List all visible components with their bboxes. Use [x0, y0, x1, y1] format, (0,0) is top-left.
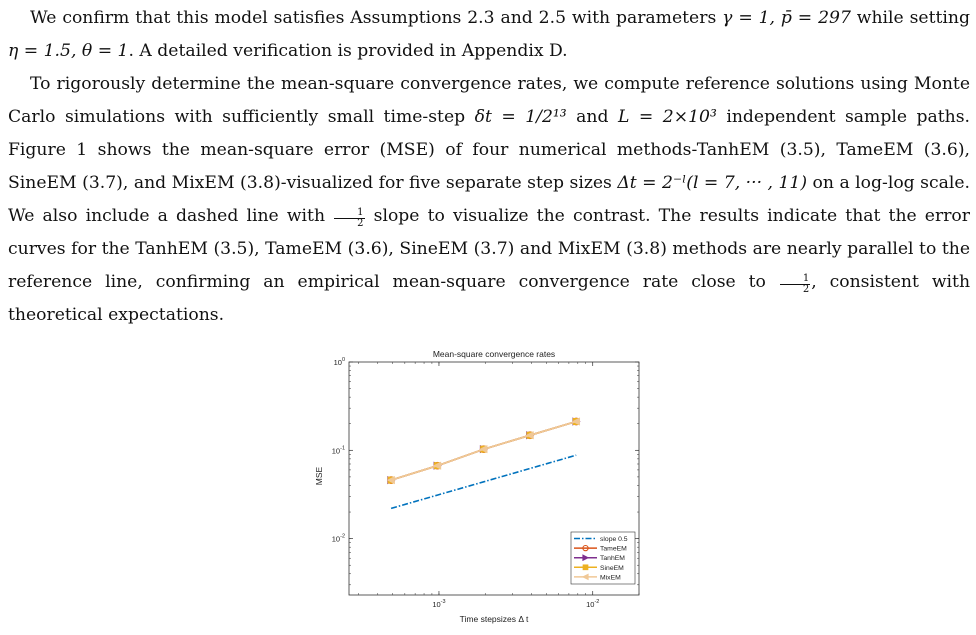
legend-marker-sineem [583, 565, 588, 570]
chart-title: Mean-square convergence rates [432, 349, 556, 359]
inline-math: L = 2×10³ [617, 107, 717, 127]
text-run: independent sample paths. Figure 1 shows the mean-square error (MSE) of four numerical methods-TanhEM (3.5), TameEM (3.6), SineEM (3.7), and MixEM (3.8)-visualized for five separate step sizes [8, 107, 971, 193]
paragraph-convergence [8, 68, 970, 332]
inline-math: Δt = 2⁻ˡ(l = 7, ··· , 11) [617, 173, 808, 193]
legend-label-sineem: SineEM [600, 564, 624, 572]
text-run: , consistent with theoretical expectations. [8, 272, 971, 325]
fraction-numerator: 1 [334, 208, 364, 219]
text-run: slope to visualize the contrast. The results indicate that the error curves for the TanhEM (3.5), TameEM (3.6), SineEM (3.7) and MixEM (3.8) methods are nearly parallel to the reference line, confirming an empirical mean-square convergence rate close to [8, 206, 970, 292]
fraction-denominator: 2 [357, 217, 364, 229]
x-tick-label: $10^{-2}$ [586, 599, 600, 609]
y-tick-label: $10^{-2}$ [331, 533, 345, 544]
legend-label-tanhem: TanhEM [600, 555, 625, 563]
fraction-denominator: 2 [802, 283, 810, 295]
chart-legend [571, 532, 635, 584]
text-run: . A detailed verification is provided in Appendix D. [128, 41, 568, 61]
convergence-figure [300, 343, 640, 635]
paper-body [8, 2, 970, 332]
x-tick-label: $10^{-3}$ [432, 599, 446, 609]
y-tick-label: $10^{-1}$ [331, 445, 345, 456]
legend-label-mixem: MixEM [600, 574, 621, 582]
legend-label-slope-0-5: slope 0.5 [600, 536, 628, 543]
chart-xlabel: Time stepsizes Δ t [459, 614, 529, 624]
legend-label-tameem: TameEM [600, 545, 627, 553]
text-run: To rigorously determine the mean-square convergence rates, we compute reference solutions using Monte Carlo simulations with sufficiently small time-step [8, 74, 970, 127]
fraction-numerator: 1 [780, 274, 810, 285]
chart-ylabel: MSE [314, 466, 324, 486]
y-tick-label: $10^0$ [333, 357, 345, 367]
inline-math: δt = 1/2¹³ [474, 107, 567, 127]
mse-chart [300, 343, 640, 631]
inline-math: η = 1.5, θ = 1 [8, 41, 129, 61]
fraction-one-half [334, 208, 364, 229]
inline-math: γ = 1, p̄ = 297 [722, 8, 851, 28]
text-run: on a log-log scale. We also include a dashed line with [8, 173, 970, 226]
fraction-one-half [780, 274, 810, 295]
text-run: while setting [850, 8, 970, 28]
paragraph-assumptions [8, 2, 970, 68]
text-run: and [566, 107, 618, 127]
text-run: We confirm that this model satisfies Assumptions 2.3 and 2.5 with parameters [30, 8, 723, 28]
